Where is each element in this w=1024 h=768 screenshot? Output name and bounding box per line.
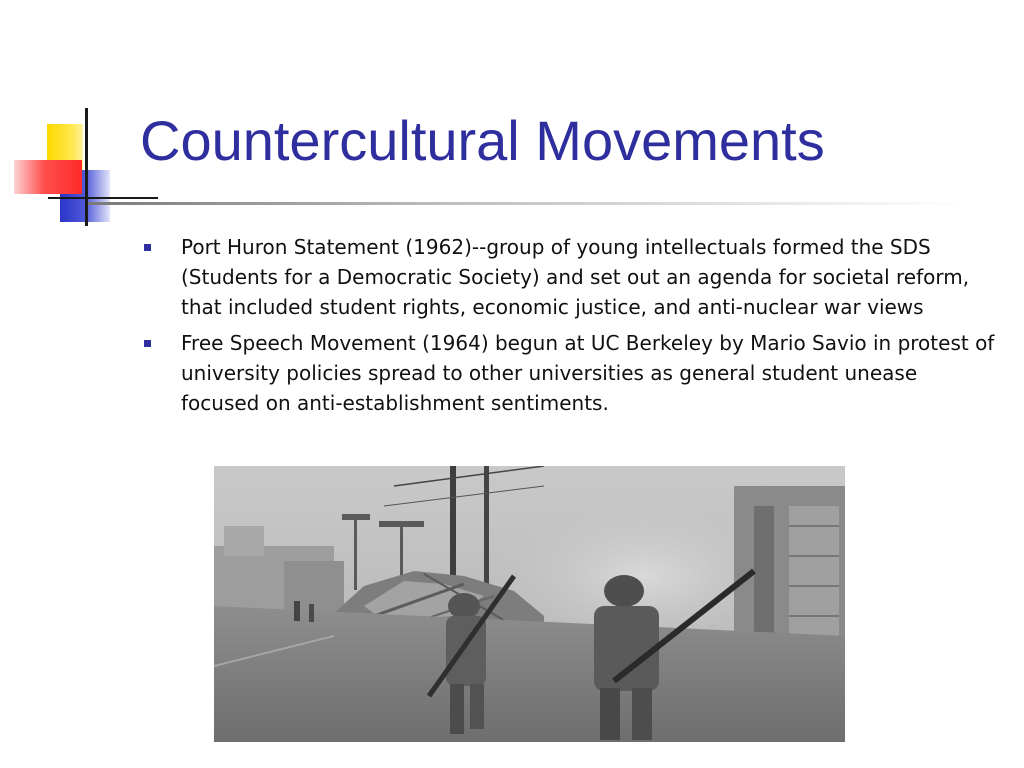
slide-title: Countercultural Movements (140, 109, 825, 172)
bullet-item-port-huron (140, 232, 1000, 322)
title-divider (88, 202, 968, 205)
photo-illustration (214, 466, 845, 742)
logo-horizontal-line (48, 197, 158, 199)
logo-red-square (14, 160, 82, 194)
bullet-text: Port Huron Statement (1962)--group of young intellectuals formed the SDS (Students for a Democratic Society) and set out an agenda for societal reform, that included student rights, economic justice, and anti-nuclear war views (181, 235, 970, 319)
soldiers-street-photo (214, 466, 845, 742)
square-bullet-icon (144, 244, 151, 251)
logo-vertical-line (85, 108, 88, 226)
bullet-list (140, 232, 1000, 424)
bullet-item-free-speech (140, 328, 1000, 418)
bullet-text: Free Speech Movement (1964) begun at UC Berkeley by Mario Savio in protest of university policies spread to other universities as general student unease focused on anti-establishment sentiments. (181, 331, 995, 415)
square-bullet-icon (144, 340, 151, 347)
